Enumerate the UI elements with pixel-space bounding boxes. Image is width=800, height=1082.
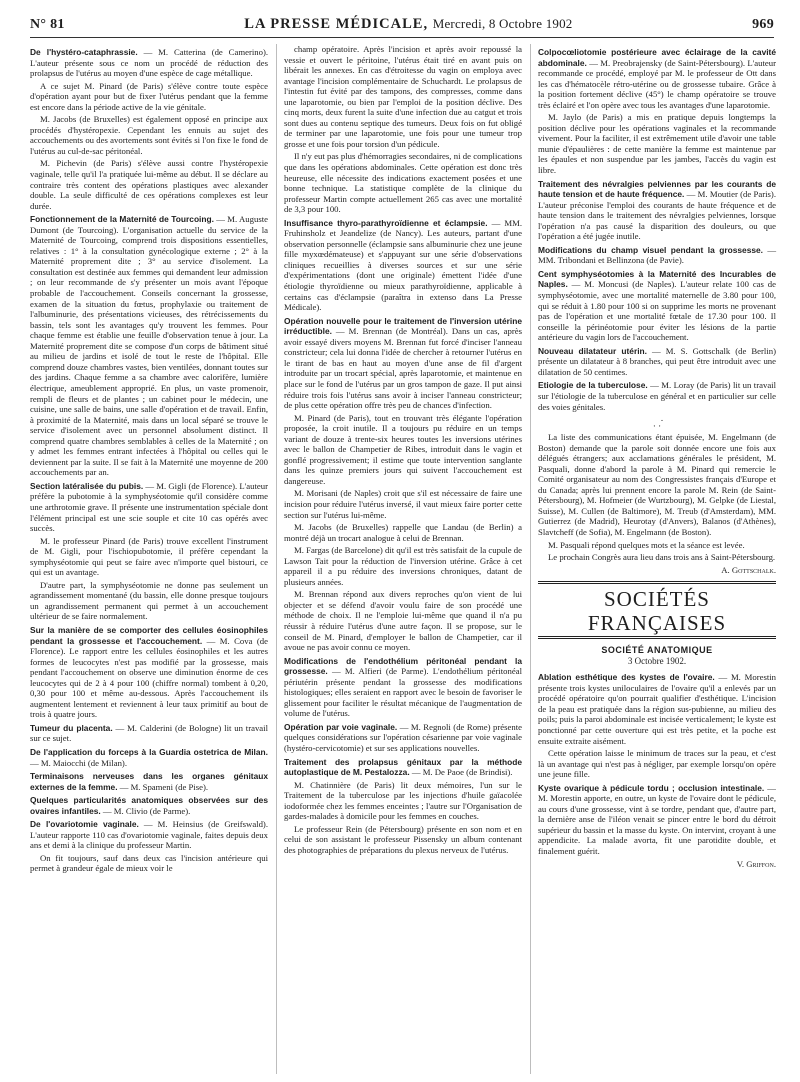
paragraph-text: — M. Moncusi (de Naples). L'auteur relate 100 cas de symphyséotomie, avec une mortalité maternelle de 3.80 pour 100, qui se réduit à 1.80 pour 100 si on supprime les morts ne provenant pas de l'opération et une mortalité fœtale de 17.30 pour 100. Il conseille la périnéotomie pour éviter les lésions de la partie antérieure du vagin lors de l'accouchement.: [538, 279, 776, 343]
paragraph: [284, 589, 522, 652]
section-heading: Tumeur du placenta.: [30, 722, 113, 733]
paragraph-text: — M. Catterina (de Camerino). L'auteur présente sous ce nom un procédé de réduction des prolapsus de l'utérus au moyen d'une espèce de cage métallique.: [30, 47, 269, 79]
column-2: [284, 44, 522, 857]
paragraph-text: Cette opération laisse le minimum de traces sur la peau, et c'est là un avantage qui n'est pas à négliger, par exemple lorsqu'on opère une jeune fille.: [538, 748, 776, 780]
paragraph: [284, 656, 522, 719]
societies-banner: [538, 581, 776, 639]
paragraph-text: — M. Moutier (de Paris). L'auteur préconise l'emploi des courants de haute fréquence et de haute tension dans le traitement des névralgies pelviennes, lorsque l'opération n'a pas causé la disparition des douleurs, ou que l'opération a été jugée inutile.: [538, 189, 776, 242]
paragraph: [30, 625, 268, 720]
paragraph-text: Le professeur Rein (de Pétersbourg) présente en son nom et en celui de son assistant le professeur Pissensky un album contenant des photographies de préparations du plexus nerveux de l'utérus.: [284, 823, 522, 855]
paragraph-text: Le prochain Congrès aura lieu dans trois ans à Saint-Pétersbourg.: [548, 552, 776, 563]
header-rule: [30, 37, 774, 38]
paragraph-text: — M. Cova (de Florence). Le rapport entre les cellules éosinophiles et les autres formes de leucocytes n'est pas modifié par la grossesse, mais pendant l'accouchement on observe une diminution énorme de ces leucocytes qui de 2 à 4 pour 100 (chiffre normal) tombent à 0,20, 0,30 pour 100 et même au-dessous. Après l'accouchement ils augmentent lentement et reviennent à leur taux primitif au bout de trois à quatre jours.: [30, 635, 268, 720]
paragraph-text: — M. Morestin apporte, en outre, un kyste de l'ovaire dont le pédicule, au cours d'une grossesse, vint à se tordre, pendant que, d'autre part, la dernière anse de l'iléon venait se pincer entre le bord du détroit supérieur du bassin et la masse du kyste. On intervint, croyant à une appendicite. La malade avorta, fit une parotidite double, et finalement guérit.: [538, 782, 776, 856]
section-heading: De l'application du forceps à la Guardia ostetrica de Milan.: [30, 747, 268, 757]
issue-date: Mercredi, 8 Octobre 1902: [432, 16, 573, 31]
paragraph: [30, 214, 268, 478]
paragraph-text: — M. Spameni (de Pise).: [117, 781, 209, 792]
paragraph-text: — MM. Fruhinsholz et Jeandelize (de Nancy). Les auteurs, partant d'une observation personnelle (éclampsie sans albuminurie chez une jeune fille myxœdémateuse) et s'appuyant sur une série d'observations cliniques recueillies à diverses sources et sur une série d'expérimentations (dont une originale) émettent l'idée d'une étiologie thyroïdienne ou mieux parathyroïdienne, applicable à certains cas d'éclampsie (paraîtra in extenso dans La Presse Médicale).: [284, 217, 522, 313]
paragraph: [30, 114, 268, 156]
paragraph: [30, 723, 268, 744]
paragraph: [284, 824, 522, 856]
author-signature: V. Griffon.: [736, 858, 776, 869]
paragraph-text: M. Pasquali répond quelques mots et la séance est levée.: [548, 539, 745, 550]
section-heading: Cent symphyséotomies à la Maternité des Incurables de Naples.: [538, 268, 776, 290]
paragraph-text: — MM. Tribondani et Bellinzona (de Pavie).: [538, 244, 777, 266]
paragraph: [284, 722, 522, 754]
paragraph-text: — M. Maiocchi (de Milan).: [30, 757, 127, 768]
paragraph: [284, 545, 522, 587]
paragraph: [538, 269, 776, 343]
paragraph-text: — M. Loray (de Paris) lit un travail sur l'étiologie de la tuberculose en général et en particulier sur celle des voies génitales.: [538, 380, 776, 412]
paragraph: [284, 218, 522, 313]
paragraph-text: — M. Auguste Dumont (de Tourcoing). L'organisation actuelle du service de la Maternité de Tourcoing, comprend trois dispositions essentielles, relatives : 1° à la consultation gynécologique externe ; 2° à la Maternité proprement dite ; 3° au service d'isolement. La consultation est destinée aux femmes qui demandent leur admission ; on leur recommande de s'y présenter un mois avant l'époque probable de l'accouchement. Conseils concernant la grossesse, examen de la situation du fœtus, prophylaxie ou traitement de l'albuminurie, des présentations vicieuses, des rétrécissements du bassin, tels sont les avantages qu'y trouvent les femmes. Pour chaque femme est établie une feuille d'observation tenue à jour. La Maternité proprement dite se compose d'un corps de bâtiment situé au milieu de jardins et isolé de tout le reste de l'hôpital. Elle comprend douze chambres vastes, bien ventilées, donnant toutes sur des jardins. Chaque femme a sa chambre avec calorifère, lumière électrique, ameublement approprié. En plus, un vaste promenoir, rempli de fleurs et de plantes ; un cabinet pour le médecin, une cuisine, une salle de bains, une salle d'opération et de travail. Enfin, à proximité de la Maternité, mais dans un local séparé se trouve le service d'isolement avec un personnel absolument distinct. Il comprend quatre chambres semblables à celles de la Maternité ; on y admet les femmes entrant infectées à l'hôpital ou celles qui le deviennent par la suite. Il se fait à la Maternité une moyenne de 200 accouchements par an.: [30, 214, 268, 478]
paragraph-text: — M. Clivio (de Parme).: [100, 805, 191, 816]
paragraph: [538, 380, 776, 412]
paragraph-text: — M. Morestin présente trois kystes uniloculaires de l'ovaire qu'il a enlevés par un procédé opératoire qu'on pourrait qualifier d'esthétique. L'incision de la peau est pratiquée dans la région sus-pubienne, au milieu des poils; puis la paroi abdominale est incisée verticalement; le kyste est ponctionné par cette ouverture qui est très petite, et la poche est ensuite extraite aisément.: [538, 672, 776, 746]
section-heading: Traitement des prolapsus génitaux par la méthode autoplastique de M. Pestalozza.: [284, 756, 522, 778]
issue-number: N° 81: [30, 17, 65, 32]
paragraph-text: M. Fargas (de Barcelone) dit qu'il est très satisfait de la cupule de Lawson Tait pour la réduction de l'inversion utérine. Grâce à cet appareil il a pu réduire des inversions chroniques, datant de plusieurs années.: [284, 545, 522, 587]
section-title: SOCIÉTÉS FRANÇAISES: [587, 587, 727, 636]
column-divider: [276, 44, 277, 1074]
paragraph-text: On fit toujours, sauf dans deux cas l'incision antérieure qui permet à grandeur égale de mieux voir le: [30, 852, 268, 874]
paragraph: [284, 522, 522, 543]
paragraph: [30, 481, 268, 534]
paragraph: [30, 536, 268, 578]
paragraph: [30, 47, 268, 79]
paragraph: [30, 747, 268, 768]
paragraph: [30, 819, 268, 851]
paragraph: [284, 316, 522, 411]
paragraph: [30, 580, 268, 622]
paragraph-text: M. le professeur Pinard (de Paris) trouve excellent l'instrument de M. Gigli, pour l'ischiopubotomie, il préfère cependant la symphyséotomie qui peut se faire avec n'importe quel bistouri, ce qui est un avantage.: [30, 535, 268, 578]
paragraph: [538, 112, 776, 175]
section-heading: Opération par voie vaginale.: [284, 721, 398, 732]
section-heading: Quelques particularités anatomiques observées sur des ovaires infantiles.: [30, 795, 268, 816]
section-heading: Nouveau dilatateur utérin.: [538, 345, 647, 356]
paragraph: [538, 179, 776, 242]
paragraph-text: Il n'y eut pas plus d'hémorragies secondaires, ni de complications que dans les opérations abdominales. Cette opération est donc très heureuse, elle nécessite des indications exactement posées et une bonne technique. La statistique complète de la clinique du professeur Martin compte actuellement 265 cas avec une mortalité de 3,3 pour 100.: [284, 151, 522, 215]
paragraph: [30, 81, 268, 113]
paragraph-text: M. Morisani (de Naples) croit que s'il est nécessaire de faire une incision pour réduire l'utérus inversé, il vaut mieux faire porter cette section sur l'utérus lui-même.: [284, 488, 522, 520]
congress-section: [538, 47, 776, 563]
paragraph-text: M. Pinard (de Paris), tout en trouvant très élégante l'opération proposée, la croit inutile. Il a toujours pu réduire en un temps variant de douze à trente-six heures toutes les inversions utérines avec le ballon de Champetier de Ribes, introduit dans le vagin et gonflé progressivement; il estime que toute intervention sanglante dans les quinze premiers jours qui suivent l'accouchement est dangereuse.: [284, 412, 522, 486]
paragraph-text: — M. Brennan (de Montréal). Dans un cas, après avoir essayé divers moyens M. Brennan fut forcé d'inciser l'anneau constricteur; cela lui donna l'idée de chercher à retourner l'utérus en le tirant de bas en haut au moyen d'une anse de fil d'argent introduite par un trocart spécial, après laparotomie, et maintenue en place sur le fond de l'utérus par un gros tampon de gaze. Il put ainsi réduire trois fois l'utérus sans avoir à inciser l'anneau constricteur; de plus cette opération offre très peu de chances d'infection.: [284, 326, 522, 411]
paragraph: [284, 780, 522, 822]
paragraph: [284, 413, 522, 487]
paragraph-text: D'autre part, la symphyséotomie ne donne pas seulement un agrandissement momentané (du bassin, elle donne presque toujours un agrandissement permanent qui permet à un accouchement ultérieur de se faire normalement.: [30, 579, 268, 622]
page-header: [30, 16, 774, 38]
paragraph-text: — M. Preobrajensky (de Saint-Pétersbourg). L'auteur recommande ce procédé, employé par M. le professeur de Ott dans les cas d'hématocèle rétro-utérine ou de grossesse tubaire. Grâce à la position fortement déclive (45°) le champ opératoire se trouve très éclairé et l'on opère avec tous les avantages d'une laparotomie.: [538, 57, 776, 110]
paragraph: [284, 44, 522, 149]
section-heading: Insuffisance thyro-parathyroïdienne et éclampsie.: [284, 217, 488, 228]
paragraph-text: — M. Gigli (de Florence). L'auteur préfère la pubotomie à la symphyséotomie qu'il considère comme une arthrotomie grave. Il présente une instrumentation spéciale dont l'élément principal est une scie souple et cite 10 cas opérés avec succès.: [30, 480, 268, 534]
section-heading: Ablation esthétique des kystes de l'ovaire.: [538, 672, 715, 683]
column-1: [30, 44, 268, 876]
paragraph: [538, 245, 776, 266]
paragraph-text: M. Pichevin (de Paris) s'élève aussi contre l'hystéropexie vaginale, telle qu'il l'a pratiquée lui-même au début. Il se déclare au contraire très content des opérations plastiques avec alexander double. La seule difficulté de ces opérations complexes est leur durée.: [30, 158, 268, 211]
paragraph: [284, 488, 522, 520]
section-heading: Opération nouvelle pour le traitement de l'inversion utérine irréductible.: [284, 315, 522, 337]
paragraph-text: — M. Heinsius (de Greifswald). L'auteur rapporte 110 cas d'ovariotomie vaginale, faites depuis deux ans et demi à la clinique du professeur Martin.: [30, 819, 268, 851]
section-heading: Etiologie de la tuberculose.: [538, 380, 648, 391]
paragraph: [538, 748, 776, 780]
paragraph-text: — M. Calderini (de Bologne) lit un travail sur ce sujet.: [30, 722, 268, 744]
section-heading: Kyste ovarique à pédicule tordu ; occlusion intestinale.: [538, 782, 765, 793]
paragraph-text: — M. De Paoe (de Brindisi).: [409, 767, 513, 778]
journal-title: [244, 16, 572, 33]
section-heading: Colpocœliotomie postérieure avec éclairage de la cavité abdominale.: [538, 47, 776, 68]
journal-name: LA PRESSE MÉDICALE,: [244, 16, 429, 32]
section-heading: Terminaisons nerveuses dans les organes génitaux externes de la femme.: [30, 771, 268, 792]
paragraph-text: M. Chatinnière (de Paris) lit deux mémoires, l'un sur le Traitement de la tuberculose par les injections d'huile gaïacolée iodoformée chez les femmes enceintes ; l'autre sur l'Organisation de gardes-malades à domicile pour les femmes en couches.: [284, 779, 522, 822]
author-signature: A. Gottschalk.: [721, 564, 776, 575]
paragraph: [284, 151, 522, 214]
paragraph-text: — M. Regnoli (de Rome) présente quelques considérations sur l'opération césarienne par voie vaginale (hystéro-cervicotomie) et sur ses applications nouvelles.: [284, 721, 523, 753]
paragraph: [538, 346, 776, 378]
column-3: [538, 44, 776, 871]
paragraph-text: M. Brennan répond aux divers reproches qu'on vient de lui objecter et se défend d'avoir voulu faire de son procédé une méthode de choix. Il ne l'emploie lui-même que quand il n'a pu réussir à réduire l'utérus d'une autre façon. Il se propose, sur le conseil de M. Pinard, d'employer le ballon de Champetier, car il avoue ne pas avoir connu ce moyen.: [284, 589, 522, 653]
paragraph-text: M. Jaylo (de Paris) a mis en pratique depuis longtemps la position déclive pour les opérations vaginales et la recommande vivement. Pour la faciliter, il est extrêmement utile d'avoir une table munie d'épaulières : de cette manière la femme est maintenue par les épaules et non suspendue par les jambes, l'accès du vagin est libre.: [538, 112, 776, 176]
paragraph: [284, 757, 522, 778]
society-section: [538, 672, 776, 856]
paragraph-text: M. Jacobs (de Bruxelles) est également opposé en principe aux procédés d'hystéropexie. Cependant les ennuis au sujet des accouchements ou des avortements sont évités si l'on fixe le fond de l'utérus au cul-de-sac péritonéal.: [30, 114, 268, 156]
column-divider: [530, 44, 531, 1074]
section-heading: Modifications de l'endothélium péritonéal pendant la grossesse.: [284, 655, 522, 677]
paragraph: [538, 783, 776, 857]
separator-stars: . · ·: [652, 413, 664, 432]
society-name: SOCIÉTÉ ANATOMIQUE: [601, 645, 713, 656]
paragraph-text: — M. Alfieri (de Parme). L'endothélium péritonéal périutérin présente pendant la grossesse des modifications histologiques; elles seraient en rapport avec le besoin de favoriser le glissement pour faciliter le résultat mécanique de l'augmentation de volume de l'utérus.: [284, 666, 522, 719]
paragraph-text: — M. S. Gottschalk (de Berlin) présente un dilatateur à 8 branches, qui peut être introduit avec une dilatation de 50 centimes.: [538, 345, 776, 377]
paragraph-text: La liste des communications étant épuisée, M. Engelmann (de Boston) demande que la parole soit donnée encore une fois aux délégués étrangers; aux acclamations générales le président, M. Pasquali, donne d'abord la parole à M. Pinard qui remercie le Comité organisateur au nom des Congressistes français d'Europe et du Canada; après lui prennent encore la parole M. Rein (de Saint-Pétersbourg), M. Hofmeier (de Wurtzbourg), M. Gelpke (de Liestal, Suisse), M. Cullen (de Baltimore), M. Treub (d'Amsterdam), MM. Gutierrez (de Madrid), Heurotay (d'Anvers), Balanos (d'Athènes), Slavtcheff (de Sofia), M. Engelmann (de Boston).: [538, 432, 776, 537]
paragraph: [30, 795, 268, 816]
paragraph: [30, 158, 268, 211]
section-heading: Traitement des névralgies pelviennes par les courants de haute tension et de haute fréquence.: [538, 178, 776, 200]
section-heading: Section latéralisée du pubis.: [30, 480, 144, 491]
paragraph: [30, 771, 268, 792]
section-heading: Sur la manière de se comporter des cellules éosinophiles pendant la grossesse et l'accouchement.: [30, 624, 268, 646]
paragraph: [538, 432, 776, 537]
section-heading: De l'ovariotomie vaginale.: [30, 819, 139, 830]
section-heading: De l'hystéro-cataphrassie.: [30, 47, 138, 57]
paragraph-text: champ opératoire. Après l'incision et après avoir repoussé la vessie et ouvert le péritoine, l'utérus était tiré en avant puis on libérait les annexes. En cas d'étroitesse du vagin on employa avec avantage l'incision complémentaire de Schuchardt. Le prolapsus de l'intestin fut évité par des tampons, des compresses, comme dans une laparotomie, ou bien par l'emploi de la position déclive. Des cinq morts, deux furent la suite d'une infection due au catgut et trois sont dues au contenu septique des tumeurs. Deux fois on fut obligé de terminer par une laparotomie, une fois pour une tumeur trop grosse et une fois pour torsion d'un pédicule.: [284, 44, 522, 149]
paragraph: [538, 47, 776, 110]
section-heading: Fonctionnement de la Maternité de Tourcoing.: [30, 214, 214, 225]
paragraph: [538, 672, 776, 746]
paragraph-text: M. Jacobs (de Bruxelles) rappelle que Landau (de Berlin) a montré déjà un trocart analogue à celui de Brennan.: [284, 522, 522, 543]
page-number: 969: [752, 17, 774, 32]
paragraph: [538, 552, 776, 563]
paragraph-text: A ce sujet M. Pinard (de Paris) s'élève contre toute espèce d'opération ayant pour but de fixer l'utérus pendant que la femme est encore dans la période active de la vie génitale.: [30, 80, 268, 112]
paragraph: [30, 853, 268, 874]
session-date: 3 Octobre 1902.: [627, 655, 687, 666]
section-heading: Modifications du champ visuel pendant la grossesse.: [538, 244, 764, 255]
paragraph: [538, 540, 776, 551]
